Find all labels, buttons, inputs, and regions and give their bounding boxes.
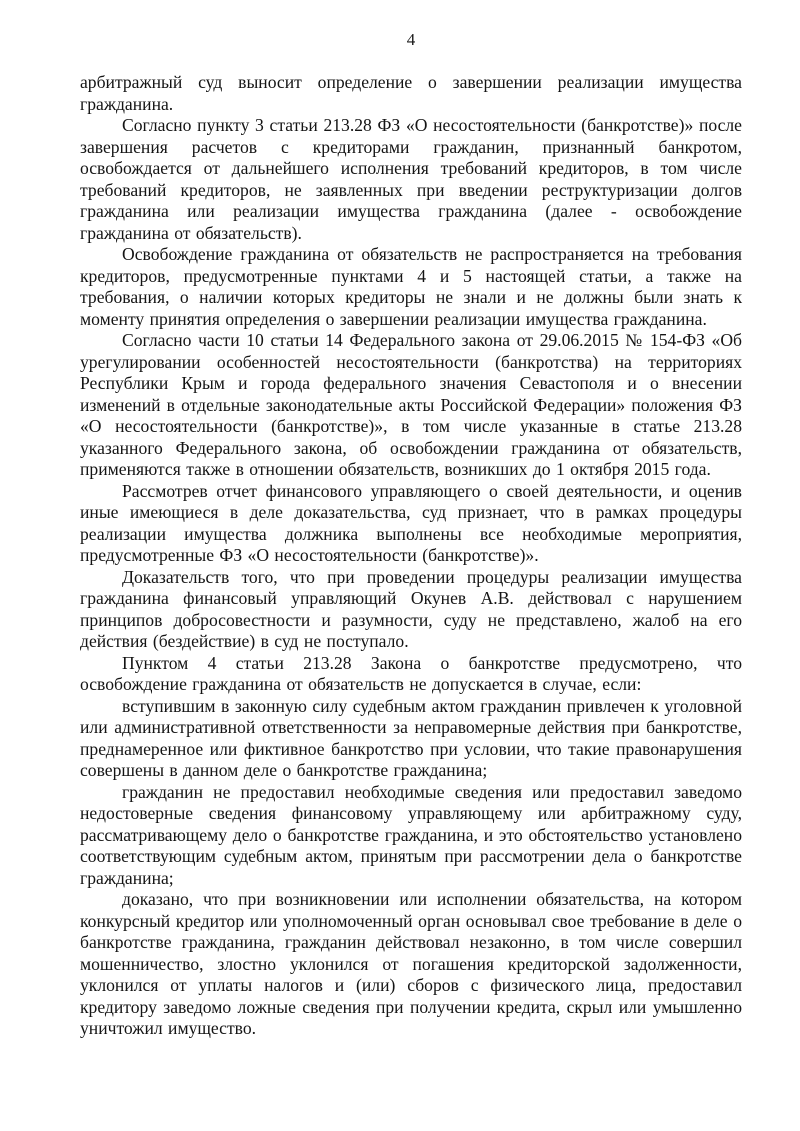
paragraph: Пунктом 4 статьи 213.28 Закона о банкротстве предусмотрено, что освобождение гражданина от обязательств не допускается в случае, если: bbox=[80, 652, 742, 694]
paragraph: Согласно пункту 3 статьи 213.28 ФЗ «О несостоятельности (банкротстве)» после завершения расчетов с кредиторами гражданин, признанный банкротом, освобождается от дальнейшего исполнения требований кредиторов, в том числе требований кредиторов, не заявленных при введении реструктуризации долгов гражданина или реализации имущества гражданина (далее - освобождение гражданина от обязательств). bbox=[80, 115, 742, 243]
paragraph: доказано, что при возникновении или исполнении обязательства, на котором конкурсный кредитор или уполномоченный орган основывал свое требование в деле о банкротстве гражданина, гражданин действовал незаконно, в том числе совершил мошенничество, злостно уклонился от погашения кредиторской задолженности, уклонился от уплаты налогов и (или) сборов с физического лица, предоставил кредитору заведомо ложные сведения при получении кредита, скрыл или умышленно уничтожил имущество. bbox=[80, 889, 742, 1038]
paragraph: Освобождение гражданина от обязательств не распространяется на требования кредиторов, предусмотренные пунктами 4 и 5 настоящей статьи, а также на требования, о наличии которых кредиторы не знали и не должны были знать к моменту принятия определения о завершении реализации имущества гражданина. bbox=[80, 244, 742, 329]
paragraph-continuation: арбитражный суд выносит определение о завершении реализации имущества гражданина. bbox=[80, 72, 742, 114]
document-body bbox=[80, 72, 742, 1040]
paragraph: Согласно части 10 статьи 14 Федерального закона от 29.06.2015 № 154-ФЗ «Об урегулировании особенностей несостоятельности (банкротства) на территориях Республики Крым и города федерального значения Севастополя и о внесении изменений в отдельные законодательные акты Российской Федерации» положения ФЗ «О несостоятельности (банкротстве)», в том числе указанные в статье 213.28 указанного Федерального закона, об освобождении гражданина от обязательств, применяются также в отношении обязательств, возникших до 1 октября 2015 года. bbox=[80, 330, 742, 479]
paragraph: Доказательств того, что при проведении процедуры реализации имущества гражданина финансовый управляющий Окунев А.В. действовал с нарушением принципов добросовестности и разумности, суду не представлено, жалоб на его действия (бездействие) в суд не поступало. bbox=[80, 566, 742, 651]
page-number: 4 bbox=[406, 30, 416, 49]
paragraph: вступившим в законную силу судебным актом гражданин привлечен к уголовной или административной ответственности за неправомерные действия при банкротстве, преднамеренное или фиктивное банкротство при условии, что такие правонарушения совершены в данном деле о банкротстве гражданина; bbox=[80, 695, 742, 780]
paragraph: Рассмотрев отчет финансового управляющего о своей деятельности, и оценив иные имеющиеся в деле доказательства, суд признает, что в рамках процедуры реализации имущества должника выполнены все необходимые мероприятия, предусмотренные ФЗ «О несостоятельности (банкротстве)». bbox=[80, 480, 742, 565]
paragraph: гражданин не предоставил необходимые сведения или предоставил заведомо недостоверные сведения финансовому управляющему или арбитражному суду, рассматривающему дело о банкротстве гражданина, и это обстоятельство установлено соответствующим судебным актом, принятым при рассмотрении дела о банкротстве гражданина; bbox=[80, 781, 742, 888]
